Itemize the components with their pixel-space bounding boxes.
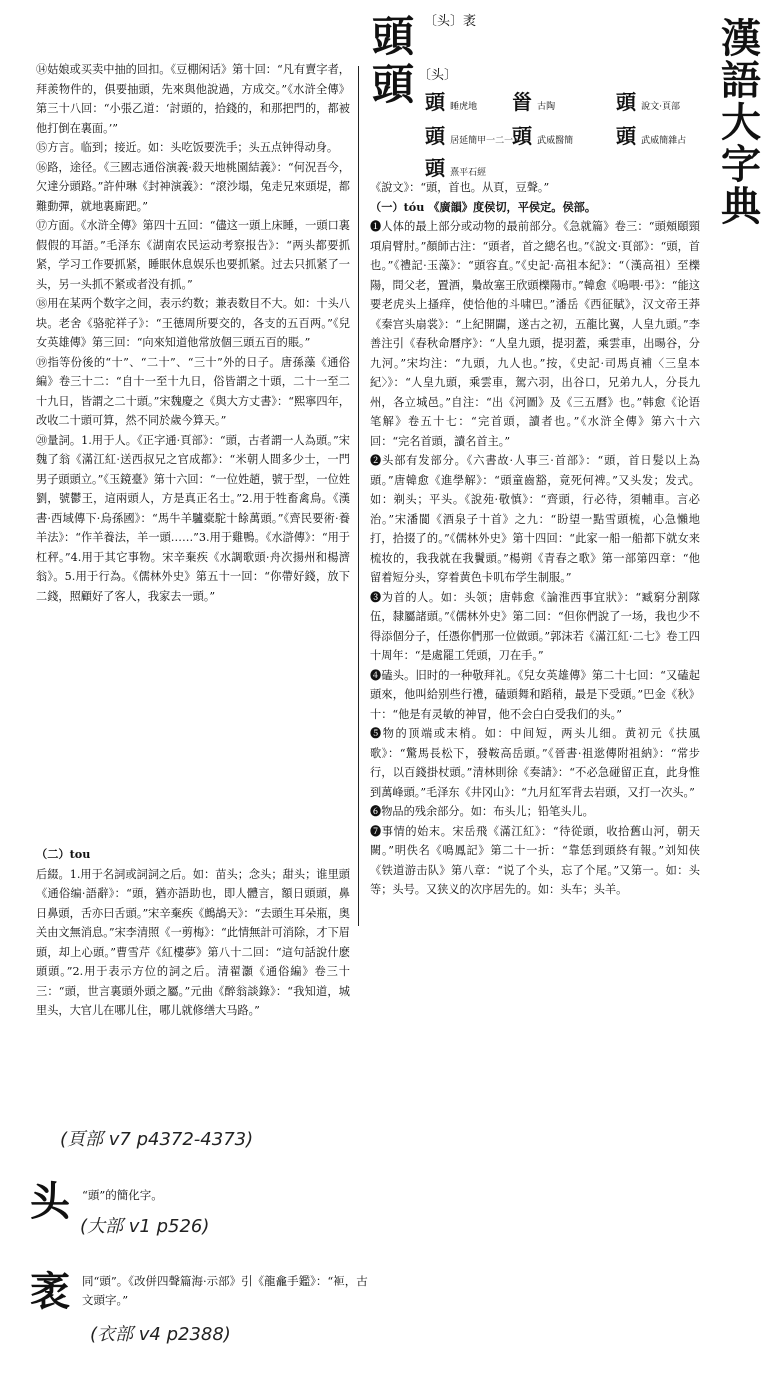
pinyin-tag: 〔头〕 xyxy=(418,68,458,83)
glyph-variant: 頭 武威醫簡 xyxy=(512,124,574,148)
left-column xyxy=(36,60,350,815)
definition-paragraph: 后綴。1.用于名詞或詞詞之后。如：苗头；念头；甜头；谁里頭《通俗编·語辭》：“頭，猶亦語助也，即人體言，額日頭頭，鼻日鼻頭，舌亦曰舌頭。”宋辛棄疾《鷓鴣天》：“去頭生耳朵瓶，奥关由文無消息。”宋李清照《一剪梅》：“此情無計可消除，才下眉頭，却上心頭。”曹雪芹《紅樓夢》第八十二回：“這句話說什麽頭頭。”2.用于表示方位的詞之后。清翟灝《通俗編》卷三十三：“頭，世言裏頭外頭之屬。”元曲《醉翁談錄》：“我知道，城里头，大官儿在哪儿住，哪儿就修缮大马路。” xyxy=(36,867,350,1017)
definition-paragraph: ❶人体的最上部分或动物的最前部分。《急就篇》卷三：“頭頰頤頸項肩臂肘。”顏師古注：“頭者，首之總名也。”《說文·頁部》：“頭，首也。”《禮記·玉藻》：“頭容直。”《史記·高祖本紀》：“（漢高祖）至櫟陽，問父老，置酒，梟故塞王欣頭櫟陽市。”韓愈《嗚喂·弔》：“能这要老虎头上搔痒，使恰他的斗啸巴。”潘岳《西征賦》，汉文帝王莽《秦宫头扇裳》：“上紀開闢，遂古之初，五龍比翼，人皇九頭。”李善注引《春秋命曆序》：“人皇九頭，提羽蓋，乘雲車，出暘谷，分九河。”宋均注：“九頭，九人也。”按，《史記·司馬貞補〈三皇本紀〉》：“人皇九頭，乘雲車，駕六羽，出谷口，兄弟九人，分長九州，各立城邑。”自注：“出《河圖》及《三五曆》也。”韩愈《论语笔解》卷五十七：“完首頭，讀者也。”《水浒全傳》第六十六回：“完名首頭，讀名首主。” xyxy=(370,220,700,448)
glyph-variant: 頭 居延簡甲一二一 xyxy=(425,124,514,148)
definition-paragraph: ❼事情的始末。宋岳飛《滿江紅》：“待從頭，收拾舊山河，朝天闕。”明佚名《鳴鳳記》第二十一折：“靠恁到頭終有報。”刘知侠《铁道游击队》第八章：“说了个头，忘了个尾。”又第一。如：头等；头号。又狭义的次序居先的。如：头车；头羊。 xyxy=(370,824,700,896)
title-char: 字 xyxy=(721,141,761,188)
handwritten-note: (頁部 v7 p4372-4373) xyxy=(60,1129,254,1150)
definition-paragraph: ❸为首的人。如：头领；唐韩愈《論淮西事宜狀》：“臧窮分割隊伍，隸屬諸頭。”《儒林外史》第二回：“但你們說了一场，我也少不得添個分子，任憑你們那一位做頭。”郭沫若《滿江紅·二七》卷工四十周年：“是處罷工凭頭，刀在手。” xyxy=(370,590,700,662)
column-divider xyxy=(358,66,359,926)
right-column xyxy=(370,178,700,933)
glyph-variant: 頭 說文·頁部 xyxy=(616,90,680,114)
definition-paragraph: ❹磕头。旧时的一种敬拜礼。《兒女英雄傳》第二十七回：“又磕起頭來，他叫給别些行禮，磕頭舞和蹈稍，最是下受頭。”巴金《秋》十：“他是有灵敏的神冒，他不会白白受我们的头。” xyxy=(370,668,700,721)
page-header-tag: 〔头〕袤 xyxy=(424,14,477,29)
handwritten-note: (衣部 v4 p2388) xyxy=(90,1324,231,1345)
title-char: 典 xyxy=(721,183,761,230)
entry-text-tou: “頭”的簡化字。 xyxy=(82,1188,163,1202)
headword-char-variant: 頭 xyxy=(372,60,415,109)
entry-text-yuan: 同“頭”。《改併四聲篇海·示部》引《龍龕手鑑》：“𧙅，古文頭字。” xyxy=(82,1274,368,1307)
glyph-variant: 𩠐 古陶 xyxy=(512,90,556,114)
dictionary-title xyxy=(712,15,770,230)
glyph-variant: 頭 睡虎地 xyxy=(425,90,478,114)
glyph-variant: 頭 熹平石經 xyxy=(425,156,487,180)
handwritten-note: (大部 v1 p526) xyxy=(80,1216,210,1237)
pronunciation-heading: （一）tóu 《廣韻》度侯切，平侯定。侯部。 xyxy=(370,199,597,214)
title-char: 語 xyxy=(721,57,761,104)
definition-paragraph: ⑱用在某两个数字之间，表示约数；兼表数目不大。如：十头八块。老舍《骆驼祥子》：“王德周所要交的，各支的五百两。”《兒女英雄傳》第三回：“向來知道他常放個三頭五百的賬。” xyxy=(36,297,350,349)
definition-paragraph: ⑳量詞。1.用于人。《正字通·頁部》：“頭，古者謂一人為頭。”宋魏了翁《滿江紅·送西叔兄之官成都》：“米朝人間多少士，一門男子頭頭立。”《玉鏡臺》第十六回：“一位姓趙，號于型，一位姓劉，號鬱王，這兩頭人，方是真正名士。”2.用于牲畜禽鳥。《漢書·西域傳下·烏孫國》：“馬牛羊驢橐駝十餘萬頭。”《齊民要術·養羊法》：“作羊養法，羊一頭……”3.用于雞鴨。《水滸傳》：“用于杠秤。”4.用于其它事物。宋辛棄疾《水調歌頭·舟次揚州和楊濟翁》。5.用于行為。《儒林外史》第五十一回：“你帶好錢，放下二錢，照顧好了客人，我家去一頭。” xyxy=(36,433,350,603)
definition-paragraph: ⑰方面。《水浒全傳》第四十五回：“儘这一頭上床睡，一頭口裏假假的耳語。”毛泽东《湖南农民运动考察报告》：“两头都要抓紧，学习工作要抓紧，睡眠休息娱乐也要抓紧。过去只抓紧了一头，另一头抓不紧或者没有抓。” xyxy=(36,219,350,291)
etymology: 《說文》：“頭，首也。从頁，豆聲。” xyxy=(370,181,550,194)
title-char: 大 xyxy=(721,99,761,146)
definition-paragraph: ❻物品的残余部分。如：布头儿；铅笔头儿。 xyxy=(370,805,594,818)
definition-paragraph: ⑭姑娘或买卖中抽的回扣。《豆棚闲话》第十回：“凡有賣字者，拜羨物件的，俱要抽頭，先來與他說過，方成交。”《水浒全傳》第三十八回：“小張乙道：‘討頭的，拾錢的，和那把門的，都被他打倒在裏面。’” xyxy=(36,63,350,135)
glyph-variant: 頭 武威簡雜占 xyxy=(616,124,687,148)
definition-paragraph: ⑯路，途径。《三國志通俗演義·殺天地桃園結義》：“何況吾今，欠達分頭路。”許仲琳《封神演義》：“滾沙塌，兔走兄來頭堤，都難動彈，就地裏廝跁。” xyxy=(36,160,350,213)
definition-paragraph: ❷头部有发部分。《六書故·人事三·首部》：“頭，首日髪以上為頭。”唐韓愈《進學解》：“頭童齒豁，竟死何裨。”又头发；发式。如：剃头；平头。《說苑·敬慎》：“齊頭，行必待，須輔車。言必治。”宋潘閬《酒泉子十首》之九：“盼望一點雪頭梳，心急懶地打，拾掇了的。”《儒林外史》第十四回：“此家一船一船都下就女来梳妆的，我我就在我鬢頭。”楊朔《青春之歌》第一部第四章：“他留着短分头，穿着黄色卡叽布学生制服。” xyxy=(370,454,700,584)
entry-char-yuan: 袤 xyxy=(30,1268,70,1315)
entry-char-tou: 头 xyxy=(30,1178,70,1225)
definition-paragraph: ⑮方言。临到；接近。如：头吃饭要洗手；头五点钟得动身。 xyxy=(36,141,339,154)
headword-char: 頭 xyxy=(372,12,415,61)
definition-paragraph: ⑲指等份後的“十”、“二十”、“三十”外的日子。唐孫藻《通俗編》卷三十二：“自十一至十九日，俗皆謂之十頭，二十一至二十九日，皆謂之二十頭。”宋魏慶之《與大方丈書》：“熙寧四年，改收二十頭可算，然不同於歲今算天。” xyxy=(36,355,350,427)
definition-paragraph: ❺物的顶端或末梢。如：中间短，两头儿细。黄初元《扶風歌》：“驚馬長松下，發鞍高岳頭。”《晉書·祖逖傳附祖納》：“常步行，以百錢掛杖頭。”清林則徐《奏請》：“不必急碰留正直，此身惟到萬峰頭。”毛泽东《井冈山》：“九月紅军背去岩頭，又打一次头。” xyxy=(370,727,700,799)
left-section-2 xyxy=(36,845,350,1115)
section-heading: （二）tou xyxy=(36,847,91,861)
title-char: 漢 xyxy=(721,15,761,62)
